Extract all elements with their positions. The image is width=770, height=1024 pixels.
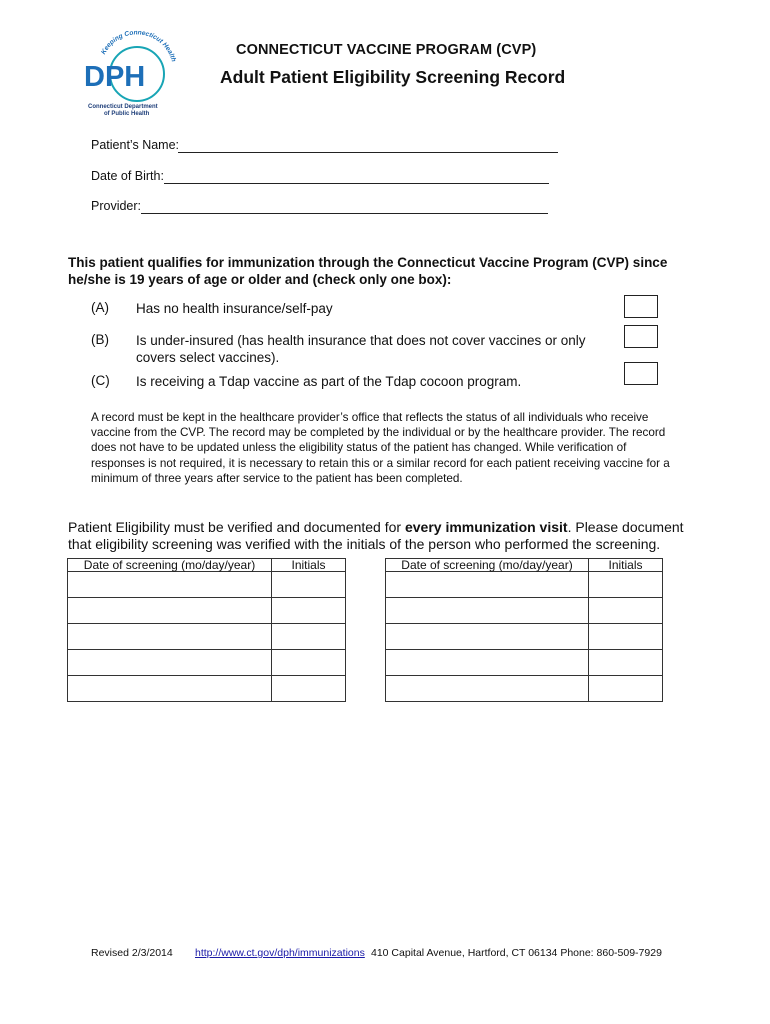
option-c-text: Is receiving a Tdap vaccine as part of the Tdap cocoon program. bbox=[136, 374, 522, 389]
initials-cell[interactable] bbox=[589, 676, 663, 702]
date-of-birth-field[interactable] bbox=[164, 183, 549, 184]
initials-cell[interactable] bbox=[272, 676, 346, 702]
logo-subtitle-line1: Connecticut Department bbox=[88, 104, 158, 110]
screening-table-right bbox=[385, 558, 663, 702]
record-keeping-note: A record must be kept in the healthcare provider’s office that reflects the status of all individuals who receive vaccine from the CVP. The record may be completed by the individual or by the healthcare provider. The record does not have to be updated unless the eligibility status of the patient has changed. While verification of responses is not required, it is necessary to retain this or a similar record for each patient receiving vaccine for a minimum of three years after service to the patient has been completed. bbox=[91, 411, 670, 485]
column-header-date: Date of screening (mo/day/year) bbox=[386, 559, 589, 572]
table-row bbox=[68, 650, 346, 676]
column-header-initials: Initials bbox=[272, 559, 346, 572]
date-cell[interactable] bbox=[68, 650, 272, 676]
immunizations-link[interactable]: http://www.ct.gov/dph/immunizations bbox=[195, 947, 365, 959]
logo-subtitle-line2: of Public Health bbox=[104, 111, 150, 117]
document-title: Adult Patient Eligibility Screening Record bbox=[220, 67, 566, 87]
initials-cell[interactable] bbox=[272, 624, 346, 650]
initials-cell[interactable] bbox=[589, 598, 663, 624]
option-a-text: Has no health insurance/self-pay bbox=[136, 301, 333, 316]
option-c-checkbox[interactable] bbox=[624, 362, 658, 385]
logo-letters: DPH bbox=[84, 61, 146, 93]
date-cell[interactable] bbox=[386, 650, 589, 676]
option-b-text: Is under-insured (has health insurance that does not cover vaccines or only covers select vaccines). bbox=[136, 333, 586, 365]
logo-arc-text: Keeping Connecticut Health bbox=[100, 29, 177, 63]
qualify-statement: This patient qualifies for immunization through the Connecticut Vaccine Program (CVP) since he/she is 19 years of age or older and (check only one box): bbox=[68, 255, 668, 287]
initials-cell[interactable] bbox=[589, 650, 663, 676]
date-of-birth-label: Date of Birth: bbox=[91, 169, 164, 183]
table-row bbox=[386, 572, 663, 598]
program-title: CONNECTICUT VACCINE PROGRAM (CVP) bbox=[236, 42, 537, 58]
date-cell[interactable] bbox=[68, 676, 272, 702]
table-row bbox=[386, 650, 663, 676]
option-c-letter: (C) bbox=[91, 373, 110, 388]
option-a-checkbox[interactable] bbox=[624, 295, 658, 318]
dph-logo-icon bbox=[80, 22, 180, 122]
footer-link-wrap bbox=[195, 947, 365, 959]
verification-instructions bbox=[68, 519, 688, 553]
table-row bbox=[386, 676, 663, 702]
table-row bbox=[68, 624, 346, 650]
option-a-letter: (A) bbox=[91, 300, 109, 315]
revised-date: Revised 2/3/2014 bbox=[91, 947, 173, 959]
option-b-letter: (B) bbox=[91, 332, 109, 347]
initials-cell[interactable] bbox=[272, 572, 346, 598]
table-row bbox=[68, 676, 346, 702]
verify-text-before: Patient Eligibility must be verified and documented for bbox=[68, 519, 405, 535]
date-cell[interactable] bbox=[386, 676, 589, 702]
patient-name-field[interactable] bbox=[178, 152, 558, 153]
initials-cell[interactable] bbox=[272, 598, 346, 624]
column-header-initials: Initials bbox=[589, 559, 663, 572]
table-row bbox=[386, 624, 663, 650]
screening-table-left bbox=[67, 558, 346, 702]
date-cell[interactable] bbox=[386, 572, 589, 598]
initials-cell[interactable] bbox=[589, 624, 663, 650]
initials-cell[interactable] bbox=[589, 572, 663, 598]
initials-cell[interactable] bbox=[272, 650, 346, 676]
patient-name-label: Patient’s Name: bbox=[91, 138, 180, 152]
date-cell[interactable] bbox=[68, 598, 272, 624]
verify-text-after: . Please document that eligibility screening was verified with the initials of the person who performed the screening. bbox=[68, 519, 684, 552]
date-cell[interactable] bbox=[68, 572, 272, 598]
date-cell[interactable] bbox=[386, 624, 589, 650]
option-b-checkbox[interactable] bbox=[624, 325, 658, 348]
date-cell[interactable] bbox=[386, 598, 589, 624]
verify-text-bold: every immunization visit bbox=[404, 519, 568, 535]
date-cell[interactable] bbox=[68, 624, 272, 650]
table-row bbox=[68, 598, 346, 624]
column-header-date: Date of screening (mo/day/year) bbox=[68, 559, 272, 572]
footer-address: 410 Capital Avenue, Hartford, CT 06134 Phone: 860-509-7929 bbox=[371, 947, 662, 959]
provider-label: Provider: bbox=[91, 199, 142, 213]
table-row bbox=[68, 572, 346, 598]
dph-logo bbox=[80, 22, 180, 122]
provider-field[interactable] bbox=[141, 213, 548, 214]
table-row bbox=[386, 598, 663, 624]
